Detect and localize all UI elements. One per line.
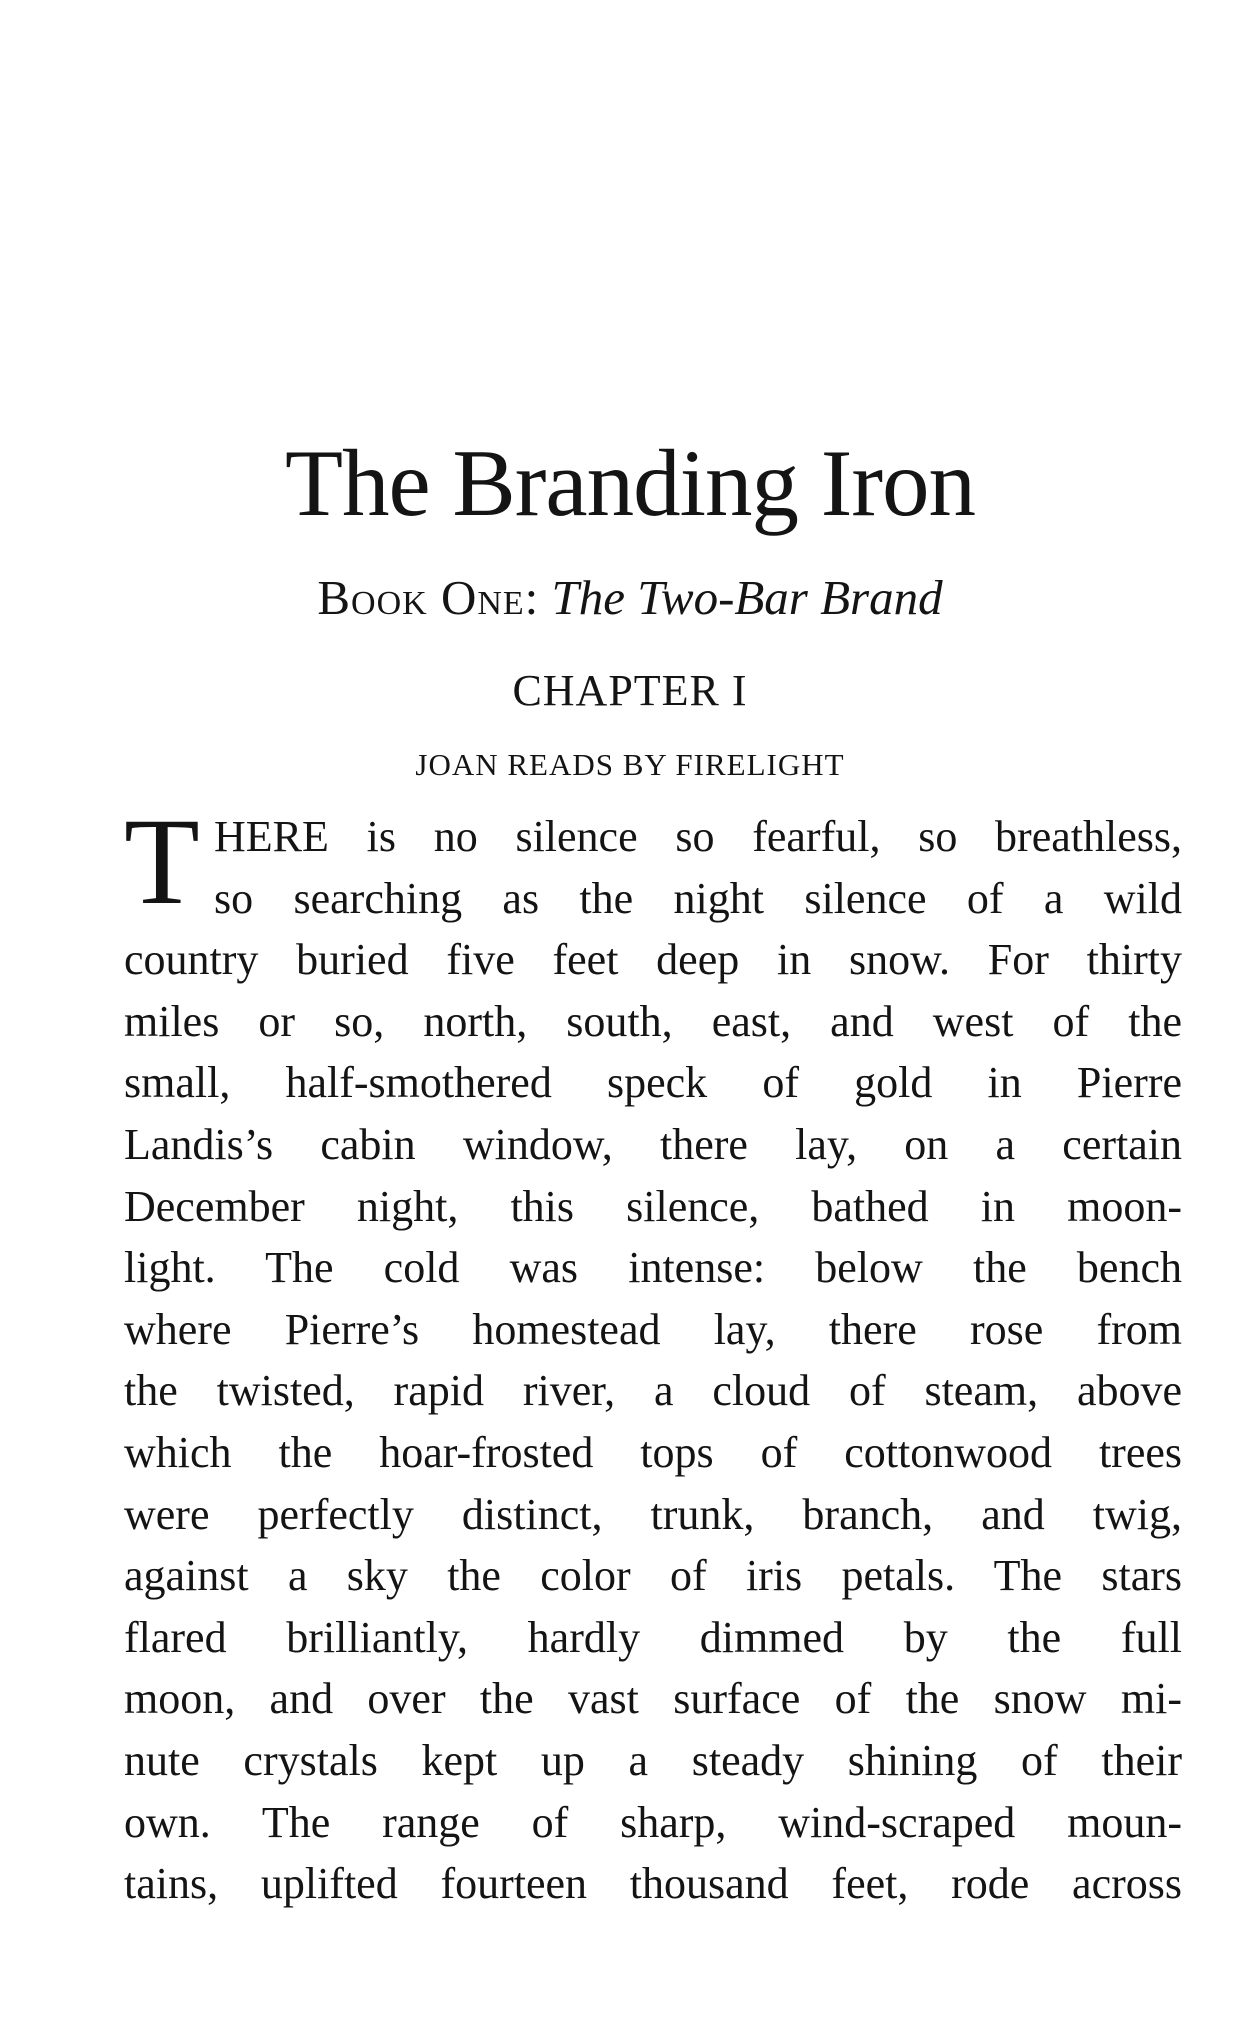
text-line: light. The cold was intense: below the bench [124,1243,1182,1293]
text-line: HERE is no silence so fearful, so breathless, [214,812,1182,861]
text-line: Landis’s cabin window, there lay, on a certain [124,1119,1182,1169]
text-line: were perfectly distinct, trunk, branch, and twig, [124,1489,1182,1539]
text-line: small, half-smothered speck of gold in Pierre [124,1058,1182,1108]
text-line: the twisted, rapid river, a cloud of steam, above [124,1366,1182,1416]
chapter-body [124,793,1182,1915]
text-line: flared brilliantly, hardly dimmed by the full [124,1612,1182,1662]
text-line: which the hoar-frosted tops of cottonwood trees [124,1427,1182,1477]
book-subtitle: The Two-Bar Brand [551,570,943,625]
book-title: The Branding Iron [284,430,976,536]
chapter-number: CHAPTER I [512,666,748,715]
text-line: so searching as the night silence of a wild [214,873,1182,923]
text-line: moon, and over the vast surface of the snow mi- [124,1674,1182,1724]
text-line: own. The range of sharp, wind-scraped moun- [124,1797,1182,1847]
text-line: December night, this silence, bathed in moon- [124,1181,1182,1231]
text-line: miles or so, north, south, east, and west of the [124,996,1182,1046]
text-line: against a sky the color of iris petals. The stars [124,1551,1182,1601]
chapter-title: JOAN READS BY FIRELIGHT [415,747,845,782]
text-line: nute crystals kept up a steady shining of their [124,1735,1182,1785]
book-heading [0,568,1260,628]
text-line: where Pierre’s homestead lay, there rose from [124,1304,1182,1354]
drop-cap: T [124,793,200,930]
text-line: country buried five feet deep in snow. For thirty [124,935,1182,985]
book-label: Book One: [317,570,540,625]
text-line: tains, uplifted fourteen thousand feet, rode across [124,1859,1182,1909]
